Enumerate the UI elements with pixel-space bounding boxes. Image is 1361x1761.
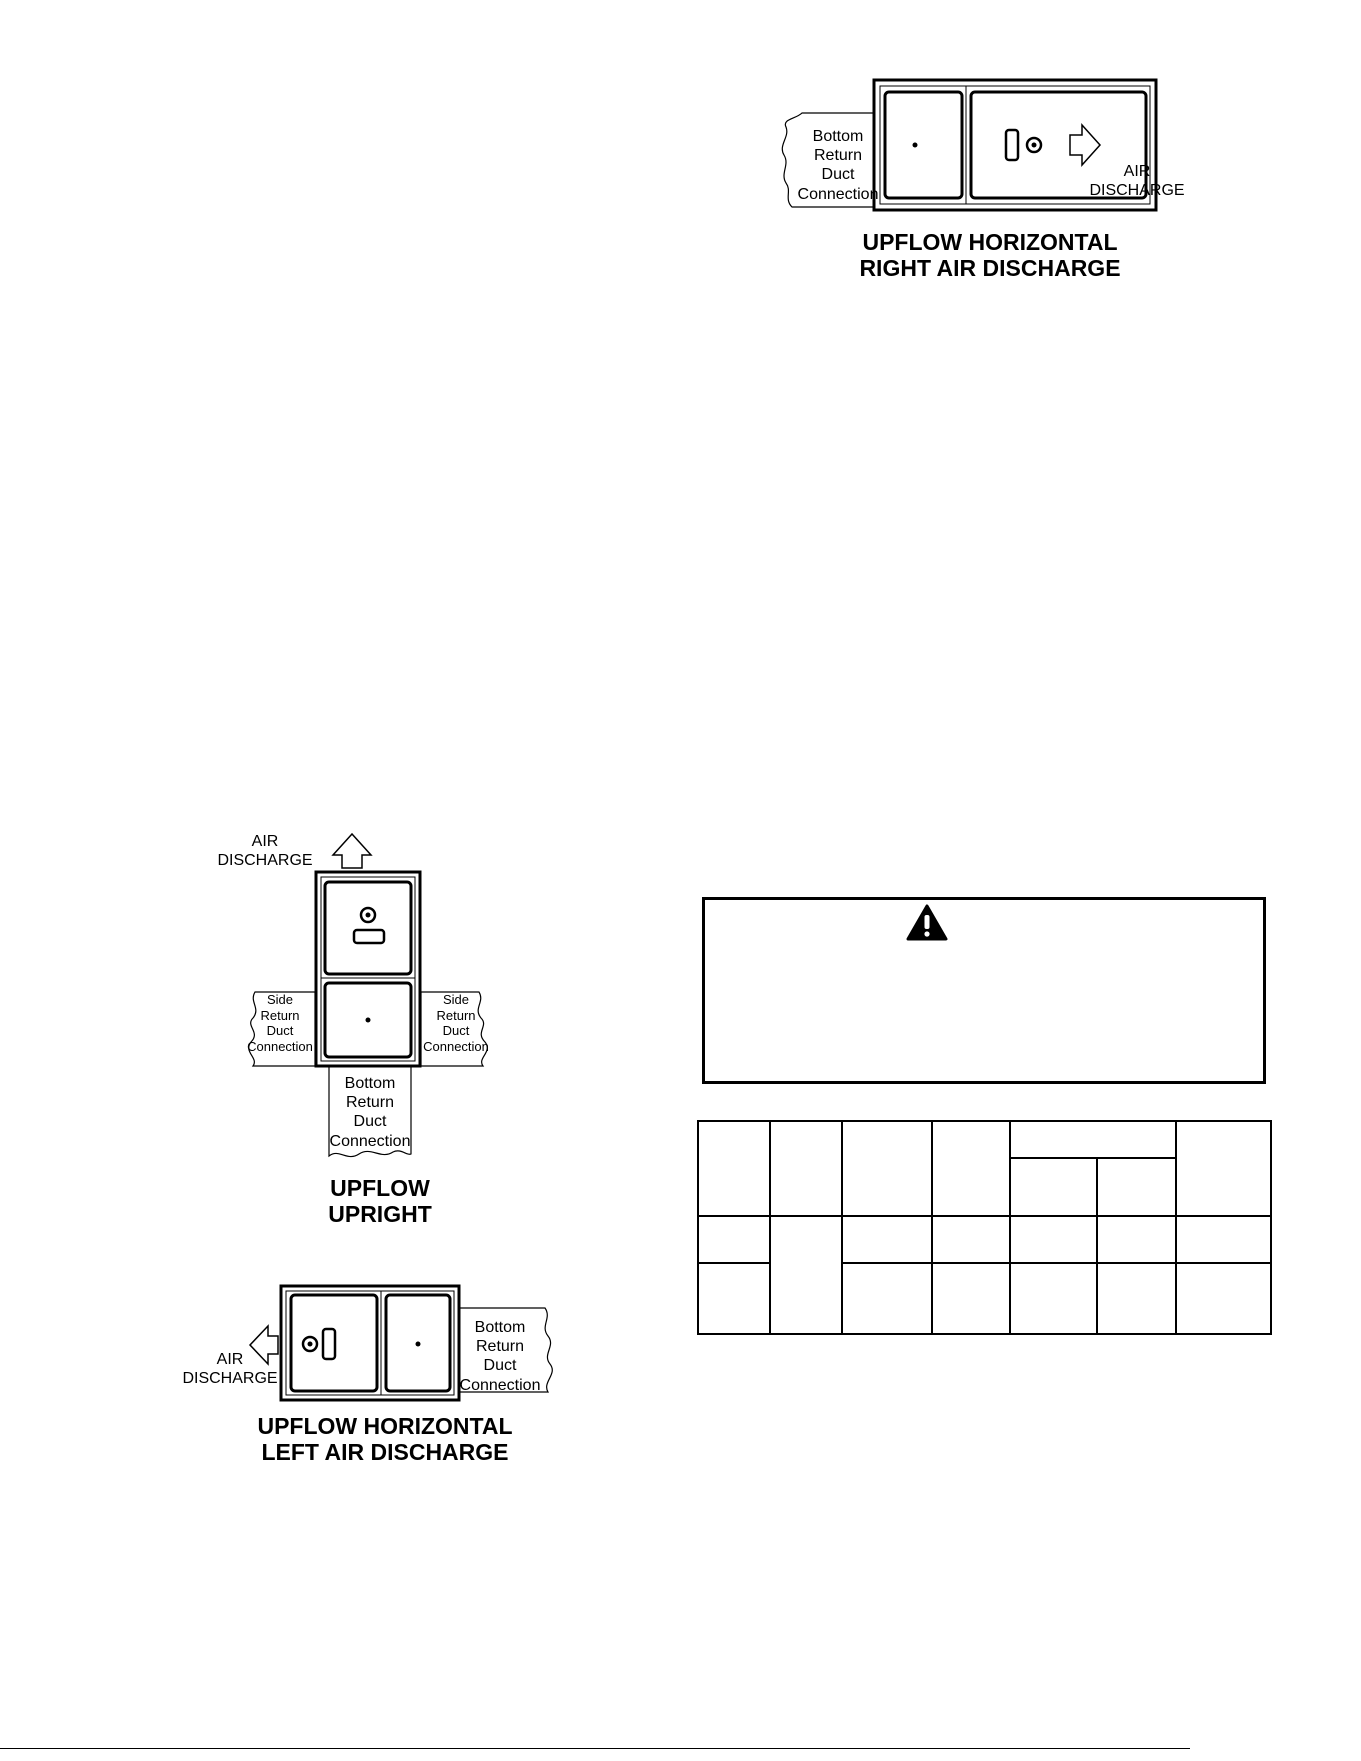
table-cell <box>1010 1216 1097 1263</box>
table-cell <box>698 1263 770 1334</box>
table-cell <box>932 1216 1010 1263</box>
table-cell <box>1097 1216 1176 1263</box>
table-cell <box>1176 1263 1271 1334</box>
side-return-label-left: Side Return Duct Connection <box>247 992 313 1054</box>
table-subheader-cell <box>1097 1158 1176 1216</box>
table-cell <box>932 1263 1010 1334</box>
table-cell <box>1176 1216 1271 1263</box>
side-return-label-right: Side Return Duct Connection <box>423 992 489 1054</box>
table-header-group-cell <box>1010 1121 1176 1158</box>
air-discharge-label-left: AIR DISCHARGE <box>182 1351 278 1388</box>
caption-upflow-horizontal-right: UPFLOW HORIZONTAL RIGHT AIR DISCHARGE <box>859 229 1121 282</box>
caption-upflow-horizontal-left: UPFLOW HORIZONTAL LEFT AIR DISCHARGE <box>257 1413 513 1466</box>
figure-upflow-horizontal-left <box>180 1280 560 1410</box>
table-header-cell <box>1176 1121 1271 1216</box>
footer-rule <box>0 1748 1190 1749</box>
table-header-cell <box>932 1121 1010 1216</box>
table-cell <box>842 1216 932 1263</box>
table-header-cell <box>842 1121 932 1216</box>
caption-upflow-upright: UPFLOW UPRIGHT <box>328 1175 432 1228</box>
air-discharge-label-right: AIR DISCHARGE <box>1089 163 1185 200</box>
table-header-cell <box>698 1121 770 1216</box>
figure-upflow-upright <box>217 820 505 1160</box>
table-cell <box>1097 1263 1176 1334</box>
bottom-return-label-up: Bottom Return Duct Connection <box>329 1075 411 1150</box>
specs-table <box>697 1120 1272 1335</box>
air-discharge-label-up: AIR DISCHARGE <box>217 833 313 870</box>
table-cell <box>842 1263 932 1334</box>
bottom-return-label-right: Bottom Return Duct Connection <box>797 128 879 203</box>
table-header-cell <box>770 1121 842 1216</box>
warning-box <box>702 897 1266 1084</box>
bottom-return-label-left: Bottom Return Duct Connection <box>459 1319 541 1394</box>
warning-triangle-icon <box>905 903 949 943</box>
table-cell <box>698 1216 770 1263</box>
table-cell <box>1010 1263 1097 1334</box>
table-subheader-cell <box>1010 1158 1097 1216</box>
table-cell-merged <box>770 1216 842 1334</box>
